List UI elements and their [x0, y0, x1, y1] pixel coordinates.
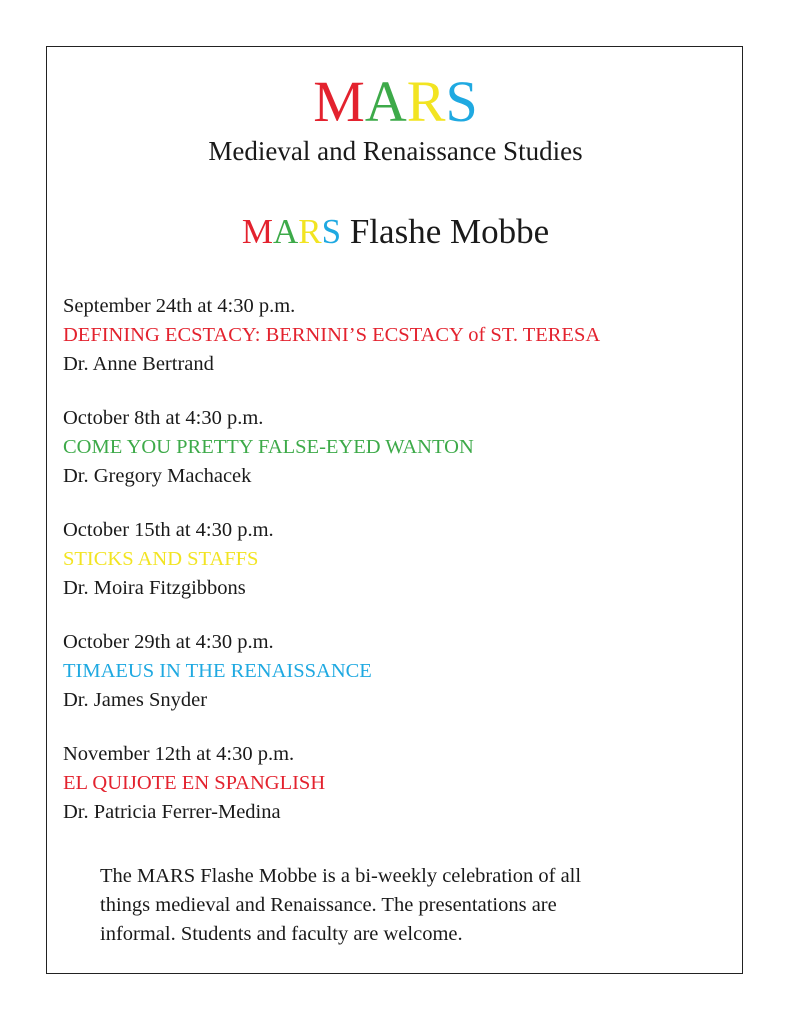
event-speaker: Dr. Gregory Machacek — [63, 465, 252, 487]
logo-letter-a: A — [364, 69, 407, 134]
event-date: October 29th at 4:30 p.m. — [63, 631, 274, 653]
event-speaker: Dr. Moira Fitzgibbons — [63, 577, 246, 599]
series-letter-a: A — [272, 212, 299, 251]
series-letter-r: R — [298, 212, 322, 251]
event-title: EL QUIJOTE EN SPANGLISH — [63, 772, 326, 794]
event-date: October 15th at 4:30 p.m. — [63, 519, 274, 541]
event-item — [63, 516, 703, 628]
event-speaker: Dr. Patricia Ferrer-Medina — [63, 801, 281, 823]
event-item — [63, 740, 703, 852]
event-title: STICKS AND STAFFS — [63, 548, 259, 570]
event-item — [63, 292, 703, 404]
event-speaker: Dr. Anne Bertrand — [63, 353, 214, 375]
subtitle: Medieval and Renaissance Studies — [208, 136, 583, 166]
event-title: TIMAEUS IN THE RENAISSANCE — [63, 660, 372, 682]
description-line: The MARS Flashe Mobbe is a bi-weekly celebration of all — [100, 865, 582, 887]
description-line: things medieval and Renaissance. The presentations are — [100, 894, 557, 916]
event-title: COME YOU PRETTY FALSE-EYED WANTON — [63, 436, 474, 458]
event-item — [63, 628, 703, 740]
series-letter-m: M — [241, 212, 273, 251]
mars-logo — [0, 70, 791, 134]
description-line: informal. Students and faculty are welcome. — [100, 923, 463, 945]
events-list — [63, 292, 703, 852]
description-paragraph — [100, 862, 660, 949]
logo-letter-s: S — [445, 69, 478, 134]
event-item — [63, 404, 703, 516]
series-name: Flashe Mobbe — [349, 212, 550, 251]
event-title: DEFINING ECSTACY: BERNINI’S ECSTACY of ST. TERESA — [63, 324, 601, 346]
event-date: October 8th at 4:30 p.m. — [63, 407, 264, 429]
event-date: September 24th at 4:30 p.m. — [63, 295, 296, 317]
logo-letter-r: R — [406, 69, 446, 134]
event-speaker: Dr. James Snyder — [63, 689, 208, 711]
event-date: November 12th at 4:30 p.m. — [63, 743, 295, 765]
series-letter-s: S — [321, 212, 342, 251]
series-title — [0, 210, 791, 254]
logo-letter-m: M — [313, 69, 365, 134]
